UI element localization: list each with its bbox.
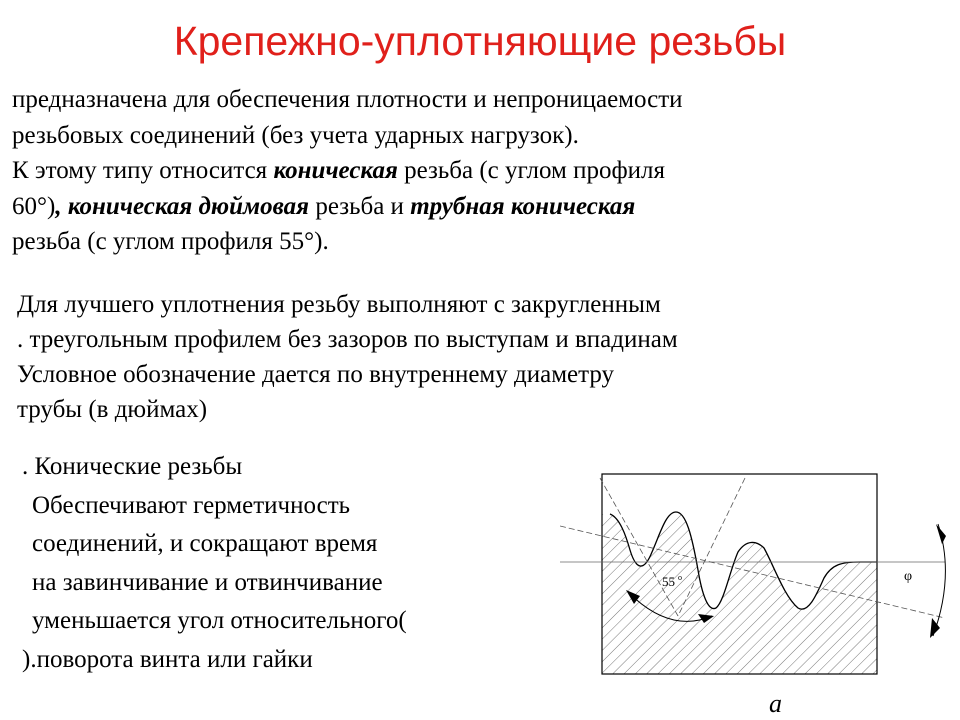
paragraph-line: резьбовых соединений (без учета ударных нагрузок). xyxy=(12,121,579,149)
paragraph-line: Условное обозначение дается по внутреннему диаметру xyxy=(17,361,615,388)
paragraph-line: трубы (в дюймах) xyxy=(17,396,208,423)
paragraph-line: Для лучшего уплотнения резьбу выполняют с закругленным xyxy=(17,291,661,318)
paragraph-line: . треугольным профилем без зазоров по выступам и впадинам xyxy=(17,326,678,353)
paragraph-sealing xyxy=(17,287,678,427)
angle-label: 55 xyxy=(662,574,675,589)
text-run: К этому типу относится xyxy=(12,157,274,184)
arrowhead-icon xyxy=(930,618,940,638)
paragraph-line: уменьшается угол относительного( xyxy=(32,607,407,634)
thread-profile-drawing xyxy=(560,466,960,720)
paragraph-line xyxy=(12,189,683,225)
text-run: 60°) xyxy=(12,192,56,220)
paragraph-line: ).поворота винта или гайки xyxy=(22,645,313,673)
paragraph-line: соединений, и сокращают время xyxy=(32,530,378,557)
paragraph-line: на завинчивание и отвинчивание xyxy=(32,568,383,596)
paragraph-line xyxy=(12,153,683,189)
figure-caption: a xyxy=(769,689,782,718)
paragraph-line: Обеспечивают герметичность xyxy=(32,491,351,519)
emphasis-pipe-conical: трубная коническая xyxy=(410,192,636,220)
slide-title: Крепежно-уплотняющие резьбы xyxy=(173,18,787,64)
text-run: резьба (с углом профиля xyxy=(397,157,666,184)
hatched-material xyxy=(602,474,877,674)
paragraph-line: резьба (с углом профиля 55°). xyxy=(12,228,329,255)
paragraph-line: предназначена для обеспечения плотности и непроницаемости xyxy=(12,86,683,113)
paragraph-purpose xyxy=(12,82,683,260)
thread-profile-diagram xyxy=(560,466,960,720)
angle-degree-mark: o xyxy=(678,573,682,582)
paragraph-line: . Конические резьбы xyxy=(22,453,243,480)
arrowhead-icon xyxy=(936,524,946,544)
phi-label: φ xyxy=(904,569,913,584)
emphasis-conical: коническая xyxy=(273,157,398,184)
paragraph-conical-threads xyxy=(22,448,407,679)
text-run: резьба и xyxy=(309,192,411,220)
emphasis-conical-inch: , коническая дюймовая xyxy=(55,192,310,220)
